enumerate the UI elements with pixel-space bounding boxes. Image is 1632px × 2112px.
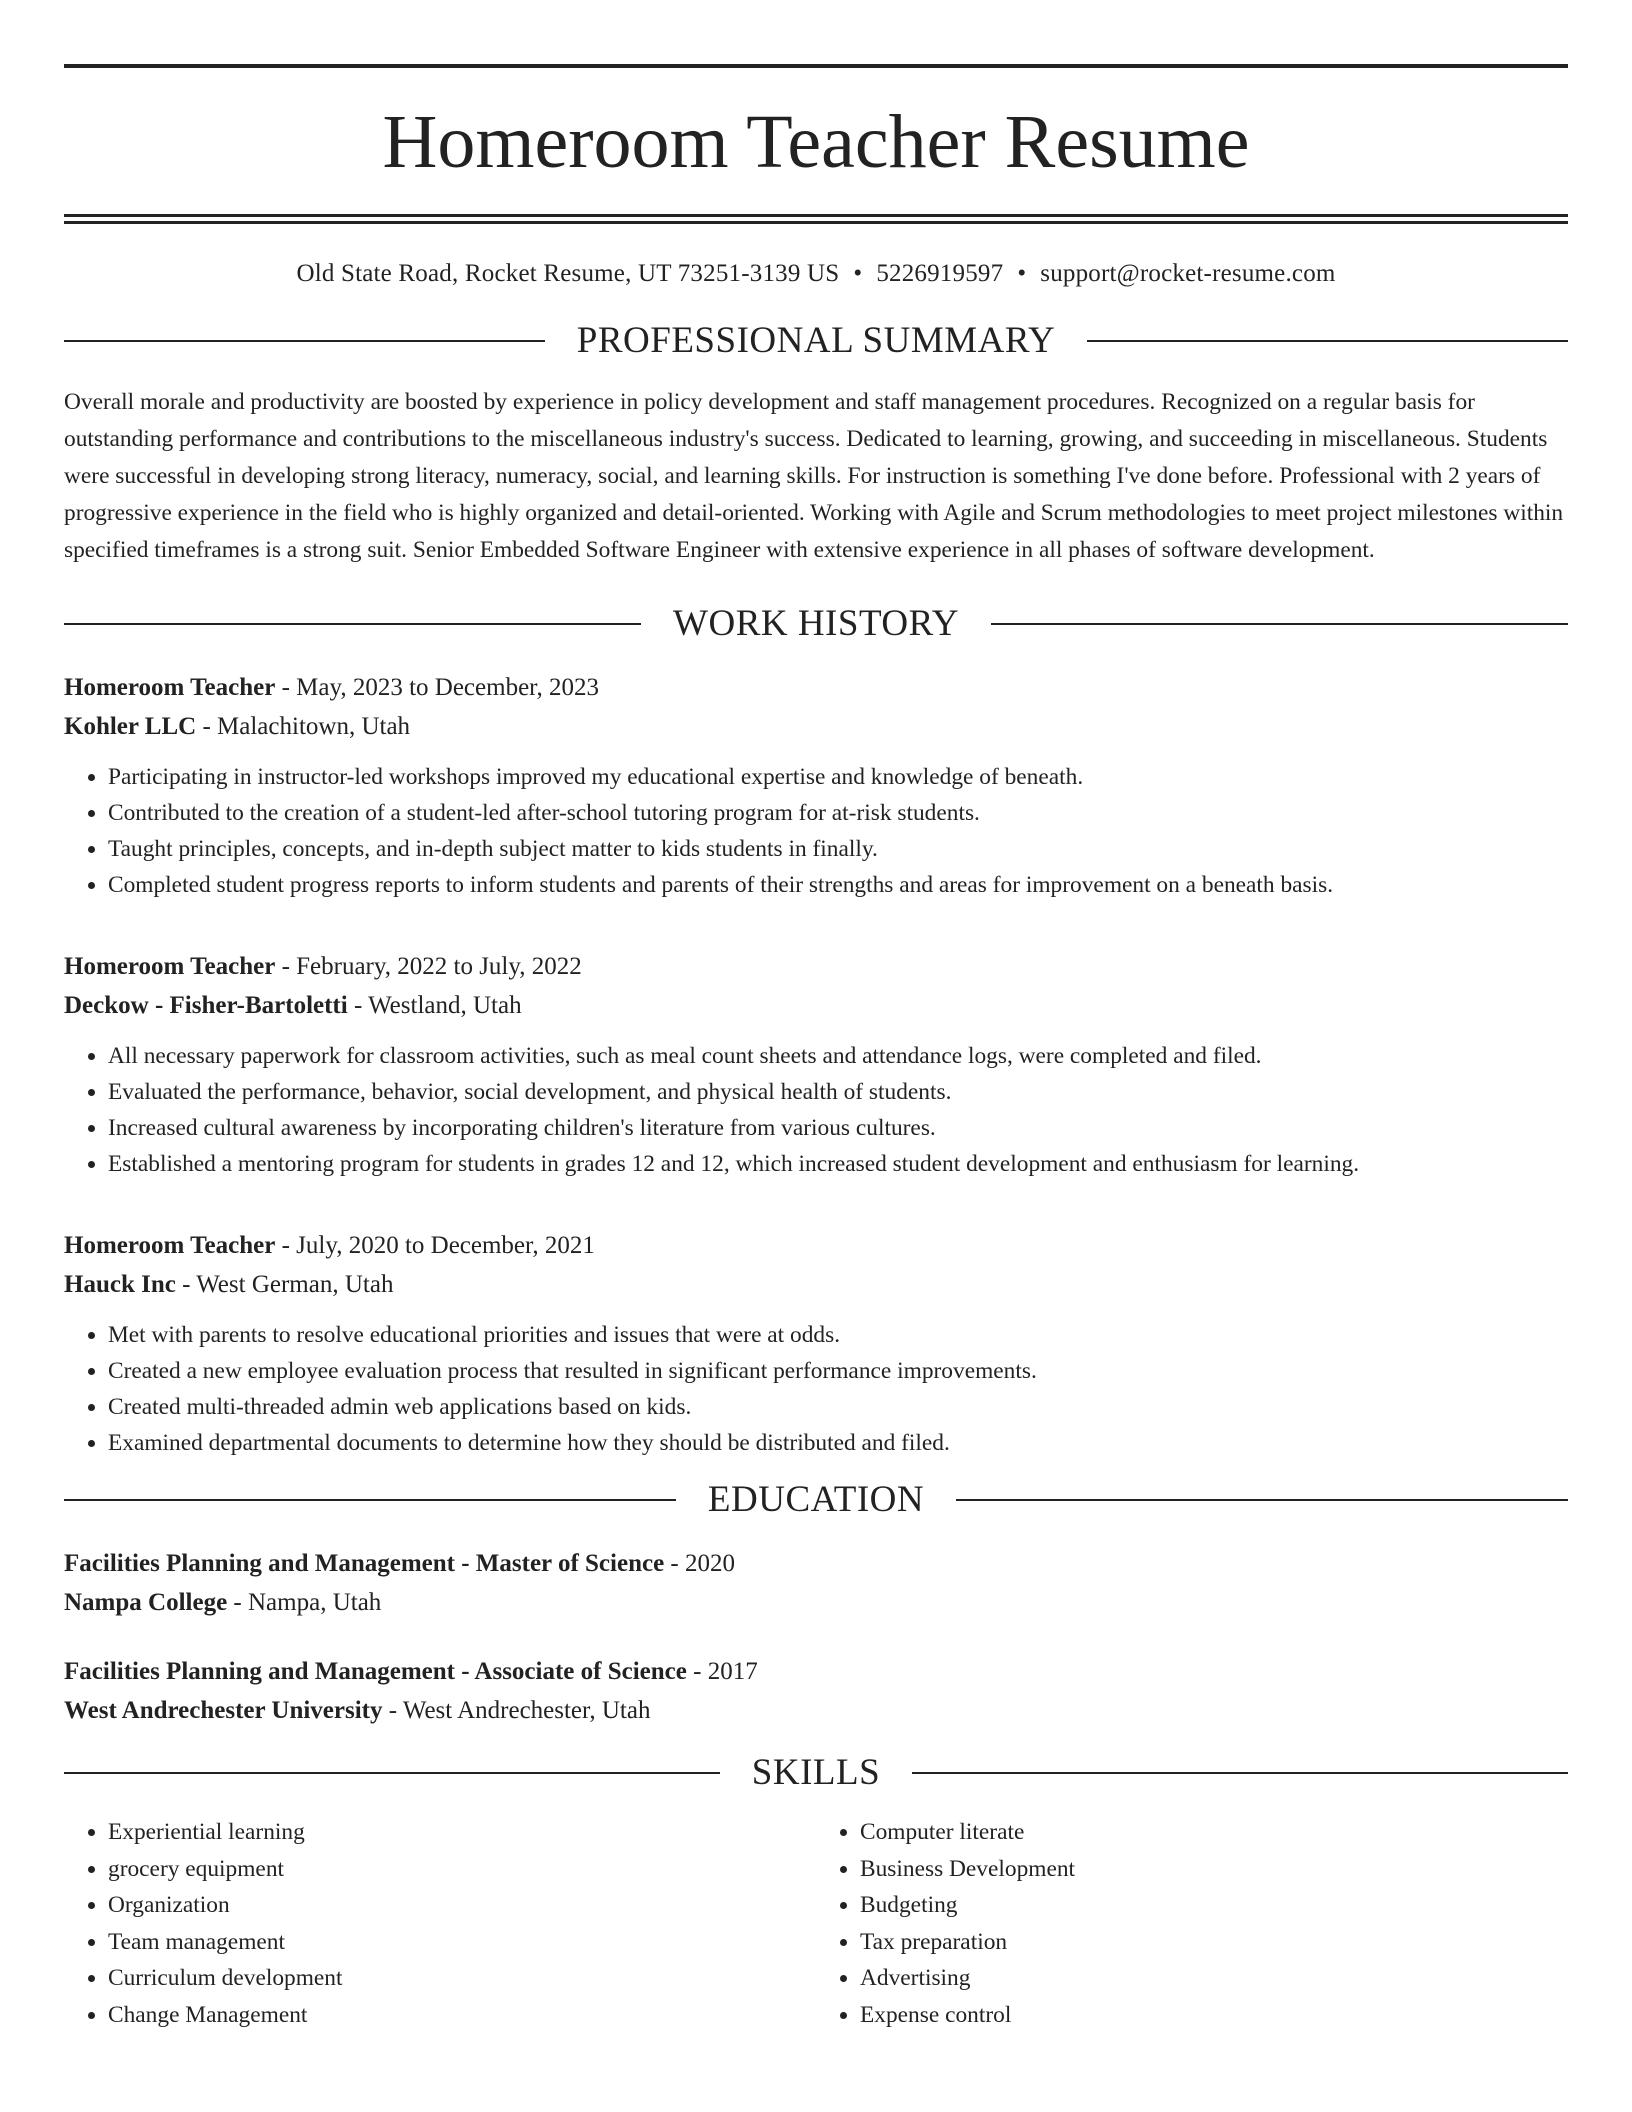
job-location: - Westland, Utah [347, 992, 522, 1019]
job-company-line [64, 986, 1568, 1025]
skills-columns [64, 1814, 1568, 2033]
skill-item: • Advertising [860, 1960, 1568, 1997]
job-company-line [64, 1265, 1568, 1304]
list-item: • Participating in instructor-led workshops improved my educational expertise and knowledge of beneath. [108, 759, 1568, 795]
education-school-line [64, 1583, 1568, 1622]
job-title-line [64, 947, 1568, 986]
job-location: - Malachitown, Utah [196, 713, 411, 740]
list-item: • Created multi-threaded admin web applications based on kids. [108, 1389, 1568, 1425]
summary-text: Overall morale and productivity are boosted by experience in policy development and staff management procedures. Recognized on a regular basis for outstanding performance and contributions to the miscellaneous industry's success. Dedicated to learning, growing, and succeeding in miscellaneous. Students were successful in developing strong literacy, numeracy, social, and learning skills. For instruction is something I've done before. Professional with 2 years of progressive experience in the field who is highly organized and detail-oriented. Working with Agile and Scrum methodologies to meet project milestones within specified timeframes is a strong suit. Senior Embedded Software Engineer with extensive experience in all phases of software development. [64, 389, 1564, 563]
section-title: PROFESSIONAL SUMMARY [576, 320, 1056, 361]
list-item: • Taught principles, concepts, and in-depth subject matter to kids students in finally. [108, 831, 1568, 867]
job-bullets [64, 759, 1568, 903]
skill-item: • Expense control [860, 1997, 1568, 2034]
list-item: • Created a new employee evaluation process that resulted in significant performance improvements. [108, 1353, 1568, 1389]
contact-phone: 5226919597 [876, 260, 1004, 287]
list-item: • Evaluated the performance, behavior, social development, and physical health of students. [108, 1074, 1568, 1110]
divider [64, 623, 641, 625]
job-dates: - February, 2022 to July, 2022 [275, 953, 582, 980]
title-double-rule [64, 214, 1568, 224]
job-title: Homeroom Teacher [64, 953, 276, 980]
skill-item: • grocery equipment [108, 1851, 816, 1888]
education-year: - 2017 [686, 1658, 758, 1685]
section-header-education [64, 1481, 1568, 1518]
resume-page [64, 0, 1568, 2033]
list-item: • Contributed to the creation of a student-led after-school tutoring program for at-risk students. [108, 795, 1568, 831]
job-location: - West German, Utah [175, 1271, 394, 1298]
education-degree: Facilities Planning and Management - Master of Science [64, 1550, 665, 1577]
skill-item: • Curriculum development [108, 1960, 816, 1997]
education-entry [64, 1652, 1568, 1730]
job-company-line [64, 707, 1568, 746]
contact-separator: • [853, 260, 863, 287]
skill-item: • Computer literate [860, 1814, 1568, 1851]
job-title-line [64, 1226, 1568, 1265]
education-location: - West Andrechester, Utah [382, 1697, 651, 1724]
job-title-line [64, 668, 1568, 707]
divider [991, 623, 1568, 625]
education-school: Nampa College [64, 1589, 228, 1616]
section-title: WORK HISTORY [673, 603, 959, 644]
job-company: Kohler LLC [64, 713, 197, 740]
skill-item: • Change Management [108, 1997, 816, 2034]
list-item: • All necessary paperwork for classroom activities, such as meal count sheets and attendance logs, were completed and filed. [108, 1038, 1568, 1074]
skill-item: • Business Development [860, 1851, 1568, 1888]
section-header-skills [64, 1754, 1568, 1791]
skills-list-right [816, 1814, 1568, 2033]
skill-item: • Tax preparation [860, 1924, 1568, 1961]
education-location: - Nampa, Utah [227, 1589, 382, 1616]
section-title: SKILLS [751, 1752, 881, 1793]
job-company: Hauck Inc [64, 1271, 176, 1298]
skill-item: • Experiential learning [108, 1814, 816, 1851]
contact-email: support@rocket-resume.com [1040, 260, 1336, 287]
job-entry [64, 1226, 1568, 1461]
contact-line [64, 260, 1568, 288]
contact-address: Old State Road, Rocket Resume, UT 73251-3139 US [296, 260, 840, 287]
skills-list-left [64, 1814, 816, 2033]
education-degree: Facilities Planning and Management - Associate of Science [64, 1658, 687, 1685]
job-entry [64, 668, 1568, 903]
skill-item: • Team management [108, 1924, 816, 1961]
job-bullets [64, 1038, 1568, 1182]
job-bullets [64, 1317, 1568, 1461]
education-school: West Andrechester University [64, 1697, 383, 1724]
page-title: Homeroom Teacher Resume [382, 100, 1250, 184]
section-header-work [64, 605, 1568, 642]
divider [64, 1772, 720, 1774]
divider [956, 1499, 1568, 1501]
list-item: • Established a mentoring program for students in grades 12 and 12, which increased student development and enthusiasm for learning. [108, 1146, 1568, 1182]
education-year: - 2020 [664, 1550, 735, 1577]
list-item: • Completed student progress reports to inform students and parents of their strengths and areas for improvement on a beneath basis. [108, 867, 1568, 903]
job-title: Homeroom Teacher [64, 674, 276, 701]
education-school-line [64, 1691, 1568, 1730]
list-item: • Examined departmental documents to determine how they should be distributed and filed. [108, 1425, 1568, 1461]
divider [1087, 340, 1568, 342]
job-entry [64, 947, 1568, 1182]
divider [64, 340, 545, 342]
contact-separator: • [1017, 260, 1027, 287]
list-item: • Increased cultural awareness by incorporating children's literature from various cultures. [108, 1110, 1568, 1146]
skill-item: • Budgeting [860, 1887, 1568, 1924]
education-degree-line [64, 1652, 1568, 1691]
skill-item: • Organization [108, 1887, 816, 1924]
list-item: • Met with parents to resolve educational priorities and issues that were at odds. [108, 1317, 1568, 1353]
job-company: Deckow - Fisher-Bartoletti [64, 992, 348, 1019]
divider [912, 1772, 1568, 1774]
job-title: Homeroom Teacher [64, 1232, 276, 1259]
job-dates: - May, 2023 to December, 2023 [275, 674, 599, 701]
section-title: EDUCATION [707, 1479, 925, 1520]
education-degree-line [64, 1544, 1568, 1583]
section-header-summary [64, 322, 1568, 359]
job-dates: - July, 2020 to December, 2021 [275, 1232, 595, 1259]
education-entry [64, 1544, 1568, 1622]
divider [64, 1499, 676, 1501]
